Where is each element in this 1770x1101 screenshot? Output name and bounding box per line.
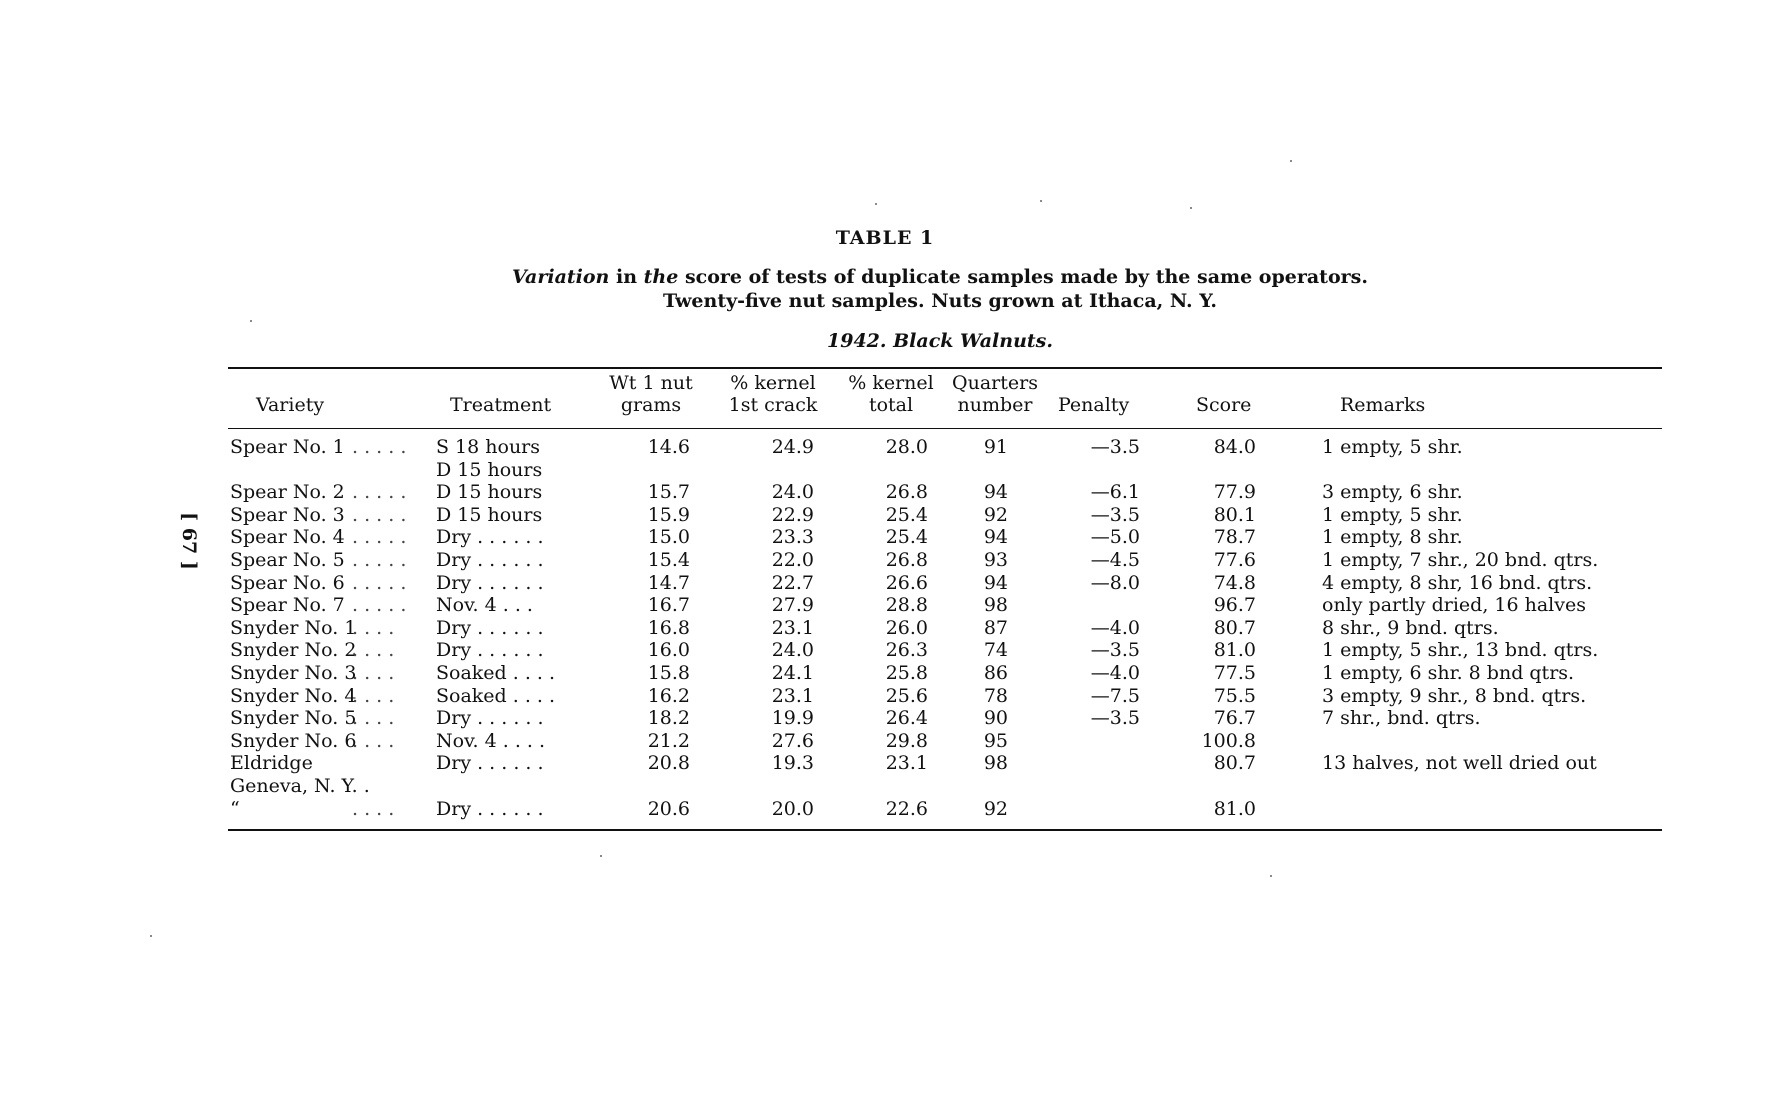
- cell-quarters: [960, 459, 1008, 481]
- cell-treatment: Dry . . . . . .: [436, 639, 544, 661]
- cell-kernel-total: 26.8: [885, 481, 928, 503]
- cell-variety: “: [230, 798, 240, 820]
- cell-wt: 21.2: [647, 730, 690, 752]
- cell-variety: Eldridge: [230, 752, 313, 774]
- scan-speck: [250, 320, 252, 322]
- scan-speck: [150, 935, 152, 937]
- cell-variety: Snyder No. 4: [230, 685, 357, 707]
- cell-wt: 18.2: [647, 707, 690, 729]
- cell-treatment: Dry . . . . . .: [436, 707, 544, 729]
- cell-remarks: [1322, 730, 1662, 752]
- cell-wt: [600, 775, 690, 797]
- cell-variety: Spear No. 3: [230, 504, 345, 526]
- cell-remarks: 3 empty, 9 shr., 8 bnd. qtrs.: [1322, 685, 1587, 707]
- cell-score: 81.0: [1213, 798, 1256, 820]
- cell-kernel-total: 25.4: [885, 526, 928, 548]
- cell-score: [1178, 775, 1256, 797]
- header-variety: Variety: [256, 394, 325, 416]
- header-k1-top: % kernel: [730, 372, 816, 394]
- header-quarters-bottom: number: [957, 394, 1033, 416]
- cell-score: 77.6: [1213, 549, 1256, 571]
- cell-kernel-total: [836, 459, 928, 481]
- cell-kernel-first: 20.0: [771, 798, 814, 820]
- cell-kernel-first: 23.3: [771, 526, 814, 548]
- cell-wt: 20.8: [647, 752, 690, 774]
- cell-variety: Snyder No. 6: [230, 730, 357, 752]
- cell-quarters: 98: [983, 594, 1008, 616]
- cell-treatment: D 15 hours: [436, 459, 543, 481]
- cell-quarters: 94: [983, 526, 1008, 548]
- cell-score: 78.7: [1213, 526, 1256, 548]
- cell-kernel-first: 19.9: [771, 707, 814, 729]
- cell-treatment: D 15 hours: [436, 481, 543, 503]
- cell-kernel-total: 29.8: [885, 730, 928, 752]
- cell-treatment: Dry . . . . . .: [436, 617, 544, 639]
- page-number: [ 67 ]: [177, 512, 200, 570]
- cell-quarters: 93: [983, 549, 1008, 571]
- cell-kernel-total: 26.0: [885, 617, 928, 639]
- header-treatment: Treatment: [450, 394, 552, 416]
- caption-word-variation: Variation: [512, 266, 610, 288]
- header-remarks: Remarks: [1340, 394, 1426, 416]
- caption-word-the: the: [643, 266, 679, 288]
- cell-remarks: 7 shr., bnd. qtrs.: [1322, 707, 1481, 729]
- cell-wt: 16.8: [647, 617, 690, 639]
- cell-kernel-total: 23.1: [885, 752, 928, 774]
- cell-penalty: [1060, 775, 1140, 797]
- cell-wt: 15.7: [647, 481, 690, 503]
- cell-variety: Spear No. 2: [230, 481, 345, 503]
- cell-penalty: —4.0: [1090, 662, 1140, 684]
- cell-leader: . . . .: [352, 730, 395, 752]
- cell-remarks: 1 empty, 5 shr., 13 bnd. qtrs.: [1322, 639, 1599, 661]
- header-k2-bottom: total: [868, 394, 914, 416]
- cell-kernel-total: 25.8: [885, 662, 928, 684]
- cell-quarters: [960, 775, 1008, 797]
- cell-variety: Spear No. 6: [230, 572, 345, 594]
- table-label: TABLE 1: [835, 227, 935, 249]
- cell-wt: 14.7: [647, 572, 690, 594]
- cell-treatment: Nov. 4 . . . .: [436, 730, 546, 752]
- cell-score: 75.5: [1213, 685, 1256, 707]
- cell-leader: . . . . .: [352, 572, 407, 594]
- cell-kernel-total: 25.6: [885, 685, 928, 707]
- cell-treatment: Dry . . . . . .: [436, 572, 544, 594]
- cell-score: 81.0: [1213, 639, 1256, 661]
- cell-treatment: S 18 hours: [436, 436, 541, 458]
- cell-treatment: Soaked . . . .: [436, 685, 556, 707]
- header-penalty: Penalty: [1058, 394, 1130, 416]
- cell-kernel-first: 24.1: [771, 662, 814, 684]
- header-k1-bottom: 1st crack: [728, 394, 818, 416]
- cell-kernel-first: 23.1: [771, 617, 814, 639]
- cell-variety: Snyder No. 3: [230, 662, 357, 684]
- scan-speck: [1190, 207, 1192, 209]
- cell-penalty: —8.0: [1090, 572, 1140, 594]
- header-quarters-top: Quarters: [952, 372, 1038, 394]
- scan-speck: [1040, 200, 1042, 202]
- cell-kernel-total: 26.3: [885, 639, 928, 661]
- cell-remarks: 13 halves, not well dried out: [1322, 752, 1597, 774]
- scan-speck: [600, 855, 602, 857]
- cell-penalty: [1060, 594, 1140, 616]
- cell-kernel-total: 28.0: [885, 436, 928, 458]
- cell-score: 80.7: [1213, 752, 1256, 774]
- cell-quarters: 90: [983, 707, 1008, 729]
- cell-treatment: Soaked . . . .: [436, 662, 556, 684]
- cell-wt: 16.7: [647, 594, 690, 616]
- cell-wt: [600, 459, 690, 481]
- cell-variety: Spear No. 7: [230, 594, 345, 616]
- cell-score: 77.9: [1213, 481, 1256, 503]
- cell-kernel-first: 24.0: [771, 639, 814, 661]
- cell-penalty: —3.5: [1090, 504, 1140, 526]
- header-wt-bottom: grams: [620, 394, 682, 416]
- cell-wt: 15.8: [647, 662, 690, 684]
- header-wt-top: Wt 1 nut: [609, 372, 693, 394]
- cell-score: 84.0: [1213, 436, 1256, 458]
- cell-penalty: [1060, 752, 1140, 774]
- caption-line-2: Twenty-five nut samples. Nuts grown at Ithaca, N. Y.: [663, 290, 1217, 312]
- cell-variety: Geneva, N. Y. .: [230, 775, 370, 797]
- cell-penalty: —5.0: [1090, 526, 1140, 548]
- cell-penalty: —3.5: [1090, 436, 1140, 458]
- cell-remarks: 1 empty, 5 shr.: [1322, 504, 1463, 526]
- cell-remarks: 1 empty, 8 shr.: [1322, 526, 1463, 548]
- cell-penalty: [1060, 730, 1140, 752]
- cell-score: 80.1: [1213, 504, 1256, 526]
- cell-kernel-total: 25.4: [885, 504, 928, 526]
- cell-wt: 14.6: [647, 436, 690, 458]
- cell-penalty: —4.5: [1090, 549, 1140, 571]
- cell-score: [1178, 459, 1256, 481]
- cell-kernel-total: 28.8: [885, 594, 928, 616]
- cell-remarks: 1 empty, 6 shr. 8 bnd qtrs.: [1322, 662, 1575, 684]
- cell-leader: . . . . .: [352, 481, 407, 503]
- cell-kernel-total: 26.8: [885, 549, 928, 571]
- table-top-rule: [228, 367, 1662, 369]
- cell-remarks: 1 empty, 7 shr., 20 bnd. qtrs.: [1322, 549, 1599, 571]
- cell-wt: 15.4: [647, 549, 690, 571]
- cell-leader: . . . . .: [352, 549, 407, 571]
- cell-kernel-total: 22.6: [885, 798, 928, 820]
- cell-penalty: —6.1: [1090, 481, 1140, 503]
- cell-remarks: only partly dried, 16 halves: [1322, 594, 1586, 616]
- cell-leader: . . . .: [352, 798, 395, 820]
- cell-score: 74.8: [1213, 572, 1256, 594]
- cell-score: 80.7: [1213, 617, 1256, 639]
- cell-treatment: D 15 hours: [436, 504, 543, 526]
- scan-speck: [1290, 160, 1292, 162]
- cell-quarters: 98: [983, 752, 1008, 774]
- cell-penalty: —3.5: [1090, 707, 1140, 729]
- cell-kernel-first: 19.3: [771, 752, 814, 774]
- cell-kernel-first: 22.0: [771, 549, 814, 571]
- scan-speck: [875, 203, 877, 205]
- cell-remarks: 8 shr., 9 bnd. qtrs.: [1322, 617, 1499, 639]
- cell-remarks: 1 empty, 5 shr.: [1322, 436, 1463, 458]
- cell-kernel-first: 24.0: [771, 481, 814, 503]
- header-k2-top: % kernel: [848, 372, 934, 394]
- scan-speck: [1270, 875, 1272, 877]
- cell-leader: . . . . .: [352, 504, 407, 526]
- cell-score: 76.7: [1213, 707, 1256, 729]
- header-rule: [228, 428, 1662, 429]
- cell-kernel-total: 26.4: [885, 707, 928, 729]
- cell-wt: 15.9: [647, 504, 690, 526]
- header-score: Score: [1196, 394, 1252, 416]
- cell-kernel-first: 27.6: [771, 730, 814, 752]
- cell-variety: Snyder No. 1: [230, 617, 357, 639]
- cell-wt: 20.6: [647, 798, 690, 820]
- cell-score: 96.7: [1213, 594, 1256, 616]
- cell-leader: . . . .: [352, 685, 395, 707]
- cell-variety: Spear No. 4: [230, 526, 345, 548]
- cell-remarks: 3 empty, 6 shr.: [1322, 481, 1463, 503]
- cell-leader: . . . .: [352, 639, 395, 661]
- cell-kernel-first: [722, 459, 814, 481]
- cell-variety: Spear No. 5: [230, 549, 345, 571]
- cell-leader: . . . .: [352, 617, 395, 639]
- cell-remarks: [1322, 775, 1662, 797]
- cell-remarks: [1322, 798, 1662, 820]
- cell-treatment: Dry . . . . . .: [436, 798, 544, 820]
- table-bottom-rule: [228, 829, 1662, 831]
- cell-wt: 16.0: [647, 639, 690, 661]
- cell-quarters: 95: [983, 730, 1008, 752]
- cell-kernel-first: 24.9: [771, 436, 814, 458]
- cell-score: 100.8: [1201, 730, 1256, 752]
- cell-quarters: 92: [983, 798, 1008, 820]
- cell-penalty: [1060, 459, 1140, 481]
- cell-penalty: [1060, 798, 1140, 820]
- cell-treatment: Dry . . . . . .: [436, 752, 544, 774]
- cell-kernel-total: 26.6: [885, 572, 928, 594]
- cell-remarks: 4 empty, 8 shr, 16 bnd. qtrs.: [1322, 572, 1593, 594]
- cell-kernel-first: 22.7: [771, 572, 814, 594]
- cell-score: 77.5: [1213, 662, 1256, 684]
- cell-variety: Spear No. 1: [230, 436, 345, 458]
- caption-rest: score of tests of duplicate samples made by the same operators.: [678, 266, 1368, 288]
- cell-quarters: 94: [983, 572, 1008, 594]
- cell-kernel-first: [722, 775, 814, 797]
- cell-leader: . . . .: [352, 662, 395, 684]
- cell-penalty: —7.5: [1090, 685, 1140, 707]
- cell-wt: 16.2: [647, 685, 690, 707]
- cell-remarks: [1322, 459, 1662, 481]
- cell-variety: Snyder No. 5: [230, 707, 357, 729]
- cell-wt: 15.0: [647, 526, 690, 548]
- cell-variety: Snyder No. 2: [230, 639, 357, 661]
- cell-quarters: 87: [983, 617, 1008, 639]
- cell-treatment: Nov. 4 . . .: [436, 594, 533, 616]
- cell-quarters: 94: [983, 481, 1008, 503]
- caption-line-1: [460, 266, 1420, 288]
- cell-treatment: Dry . . . . . .: [436, 549, 544, 571]
- cell-quarters: 74: [983, 639, 1008, 661]
- cell-quarters: 78: [983, 685, 1008, 707]
- cell-kernel-first: 27.9: [771, 594, 814, 616]
- cell-penalty: —4.0: [1090, 617, 1140, 639]
- cell-leader: . . . . .: [352, 594, 407, 616]
- cell-treatment: Dry . . . . . .: [436, 526, 544, 548]
- caption-word-in: in: [609, 266, 644, 288]
- cell-leader: . . . .: [352, 707, 395, 729]
- cell-kernel-first: 23.1: [771, 685, 814, 707]
- cell-quarters: 92: [983, 504, 1008, 526]
- cell-leader: . . . . .: [352, 526, 407, 548]
- cell-penalty: —3.5: [1090, 639, 1140, 661]
- caption-line-3: 1942. Black Walnuts.: [827, 330, 1053, 352]
- cell-leader: . . . . .: [352, 436, 407, 458]
- cell-kernel-total: [836, 775, 928, 797]
- cell-kernel-first: 22.9: [771, 504, 814, 526]
- cell-quarters: 91: [983, 436, 1008, 458]
- cell-quarters: 86: [983, 662, 1008, 684]
